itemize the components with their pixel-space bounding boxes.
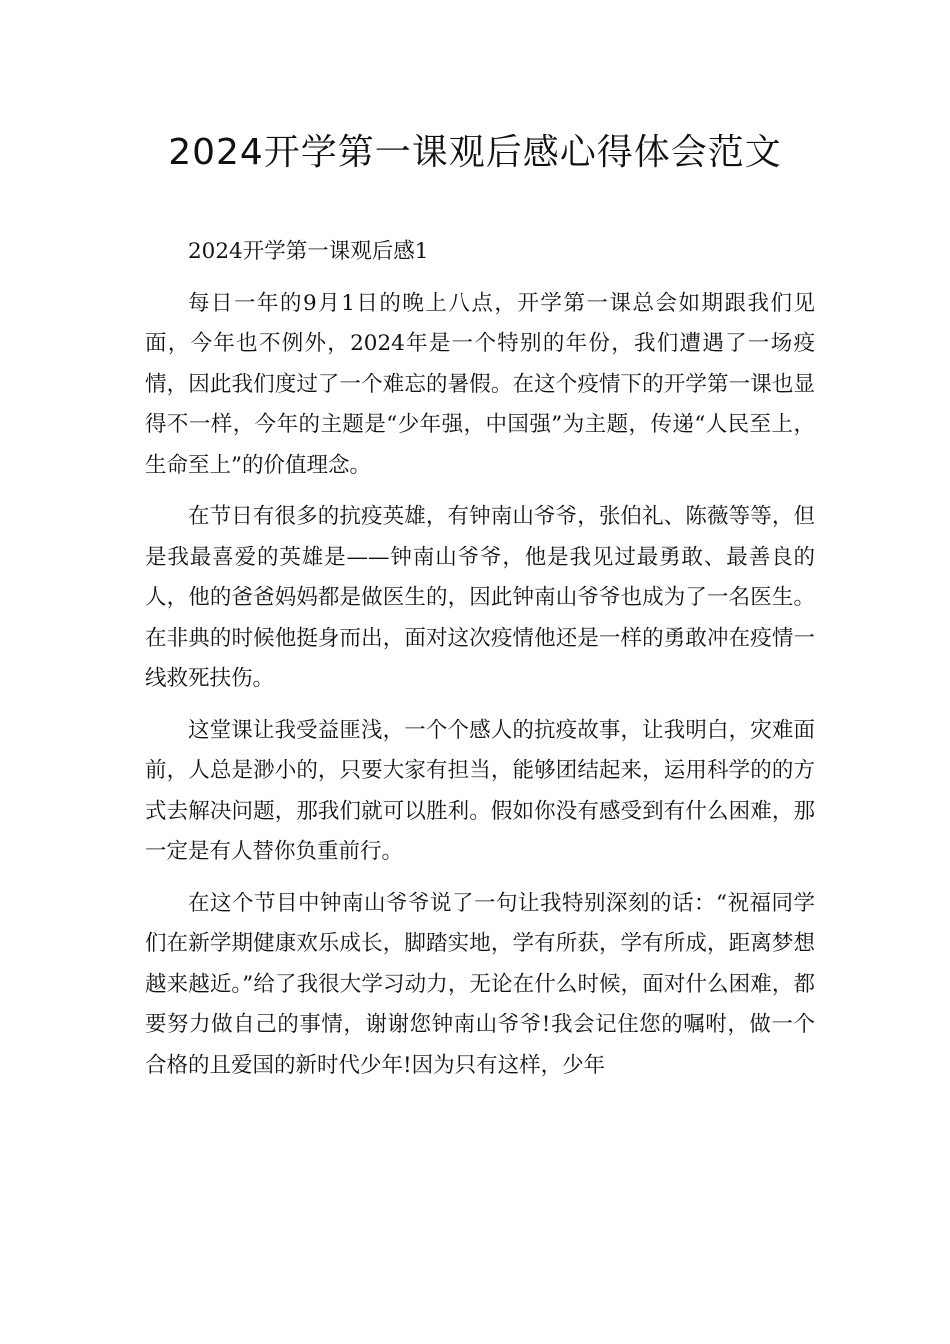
section-heading: 2024开学第一课观后感1 [188,239,429,264]
document-body [145,232,815,1086]
paragraph-4: 在这个节目中钟南山爷爷说了一句让我特别深刻的话：“祝福同学们在新学期健康欢乐成长，脚踏实地，学有所获，学有所成，距离梦想越来越近。”给了我很大学习动力，无论在什么时候，面对什么困难，都要努力做自己的事情，谢谢您钟南山爷爷!我会记住您的嘱咐，做一个合格的且爱国的新时代少年!因为只有这样，少年 [145,890,815,1078]
paragraph-3: 这堂课让我受益匪浅，一个个感人的抗疫故事，让我明白，灾难面前，人总是渺小的，只要大家有担当，能够团结起来，运用科学的的方式去解决问题，那我们就可以胜利。假如你没有感受到有什么困难，那一定是有人替你负重前行。 [145,717,815,864]
paragraph-1: 每日一年的9月1日的晚上八点，开学第一课总会如期跟我们见面，今年也不例外，2024年是一个特别的年份，我们遭遇了一场疫情，因此我们度过了一个难忘的暑假。在这个疫情下的开学第一课也显得不一样，今年的主题是“少年强，中国强”为主题，传递“人民至上，生命至上”的价值理念。 [145,290,815,478]
paragraph-2: 在节日有很多的抗疫英雄，有钟南山爷爷，张伯礼、陈薇等等，但是我最喜爱的英雄是——钟南山爷爷，他是我见过最勇敢、最善良的人，他的爸爸妈妈都是做医生的，因此钟南山爷爷也成为了一名医生。在非典的时候他挺身而出，面对这次疫情他还是一样的勇敢冲在疫情一线救死扶伤。 [145,504,815,691]
document-title: 2024开学第一课观后感心得体会范文 [168,132,782,173]
